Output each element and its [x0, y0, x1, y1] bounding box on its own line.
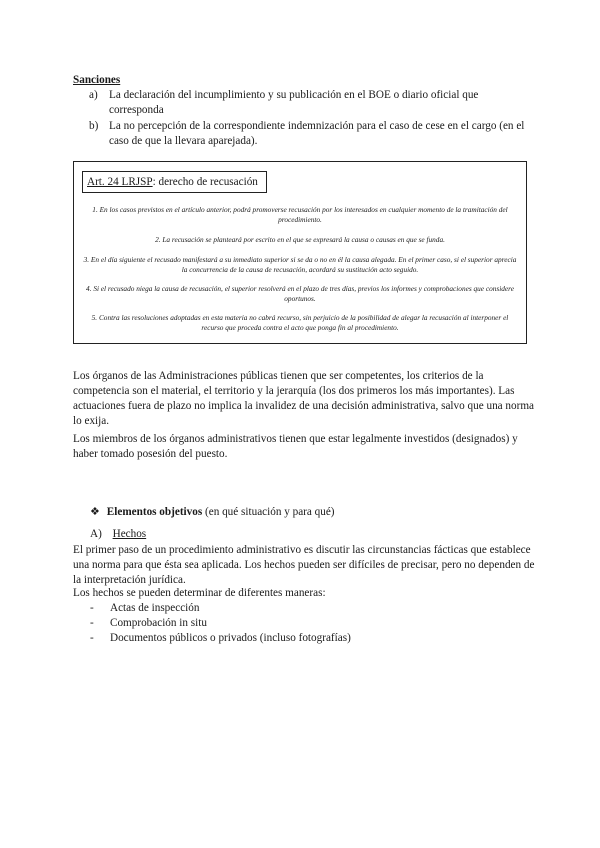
paragraph-competencia: Los órganos de las Administraciones públicas tienen que ser competentes, los criterios de la competencia son el material, el territorio y la jerarquía (los dos primeros los más importantes). Las actuaciones fuera de plazo no implica la invalidez de una decisión administrativa, salvo que una norma lo exija. [73, 370, 535, 427]
list-item: - Documentos públicos o privados (incluso fotografías) [90, 632, 351, 644]
list-marker: b) [89, 120, 99, 132]
article-reference: Art. 24 LRJSP [87, 176, 153, 188]
hechos-heading [90, 528, 146, 540]
paragraph-miembros: Los miembros de los órganos administrativos tienen que estar legalmente investidos (designados) y haber tomado posesión del puesto. [73, 433, 518, 460]
elementos-objetivos-bold: Elementos objetivos [106, 506, 203, 518]
article-box [73, 161, 527, 344]
article-paragraph-2: 2. La recusación se planteará por escrito en el que se expresará la causa o causas en que se funda. [155, 235, 445, 244]
list-item-text: Actas de inspección [110, 602, 200, 614]
list-item-text: La declaración del incumplimiento y su publicación en el BOE o diario oficial que corresponda [109, 89, 479, 116]
hechos-title: Hechos [112, 528, 147, 540]
list-item [73, 119, 533, 149]
list-item: - Comprobación in situ [90, 617, 207, 629]
hechos-marker: A) [90, 528, 102, 540]
list-marker: a) [89, 89, 98, 101]
article-paragraph-3: 3. En el día siguiente el recusado manifestará a su inmediato superior si se da o no en él la causa alegada. En el primer caso, si el superior aprecia la concurrencia de la causa de recusación, acordará su sustitución acto seguido. [83, 255, 517, 274]
paragraph-hechos-maneras: Los hechos se pueden determinar de diferentes maneras: [73, 587, 326, 599]
article-paragraph-4: 4. Si el recusado niega la causa de recusación, el superior resolverá en el plazo de tres días, previos los informes y comprobaciones que considere oportunos. [86, 284, 514, 303]
article-title-text: : derecho de recusación [152, 176, 258, 188]
sanciones-list [73, 88, 533, 150]
list-item: - Actas de inspección [90, 602, 200, 614]
diamond-bullet-icon: ❖ [90, 506, 101, 518]
article-paragraph-1: 1. En los casos previstos en el artículo anterior, podrá promoverse recusación por los interesados en cualquier momento de la tramitación del procedimiento. [92, 205, 508, 224]
article-paragraph-5: 5. Contra las resoluciones adoptadas en esta materia no cabrá recurso, sin perjuicio de la posibilidad de alegar la recusación al interponer el recurso que proceda contra el acto que ponga fin al procedimiento. [91, 313, 509, 332]
elementos-objetivos-rest: (en qué situación y para qué) [202, 506, 335, 518]
article-box-title [82, 171, 267, 193]
paragraph-hechos: El primer paso de un procedimiento administrativo es discutir las circunstancias fácticas que establece una norma para que ésta sea aplicada. Los hechos pueden ser difíciles de precisar, pero no dependen de la interpretación jurídica. [73, 544, 535, 586]
list-item [73, 88, 533, 118]
hechos-list [90, 601, 351, 646]
section-heading-sanciones: Sanciones [73, 74, 121, 86]
elementos-objetivos-heading [90, 505, 335, 518]
list-item-text: La no percepción de la correspondiente indemnización para el caso de cese en el cargo (en el caso de que la llevara aparejada). [109, 120, 525, 147]
list-item-text: Documentos públicos o privados (incluso fotografías) [110, 632, 351, 644]
list-item-text: Comprobación in situ [110, 617, 207, 629]
